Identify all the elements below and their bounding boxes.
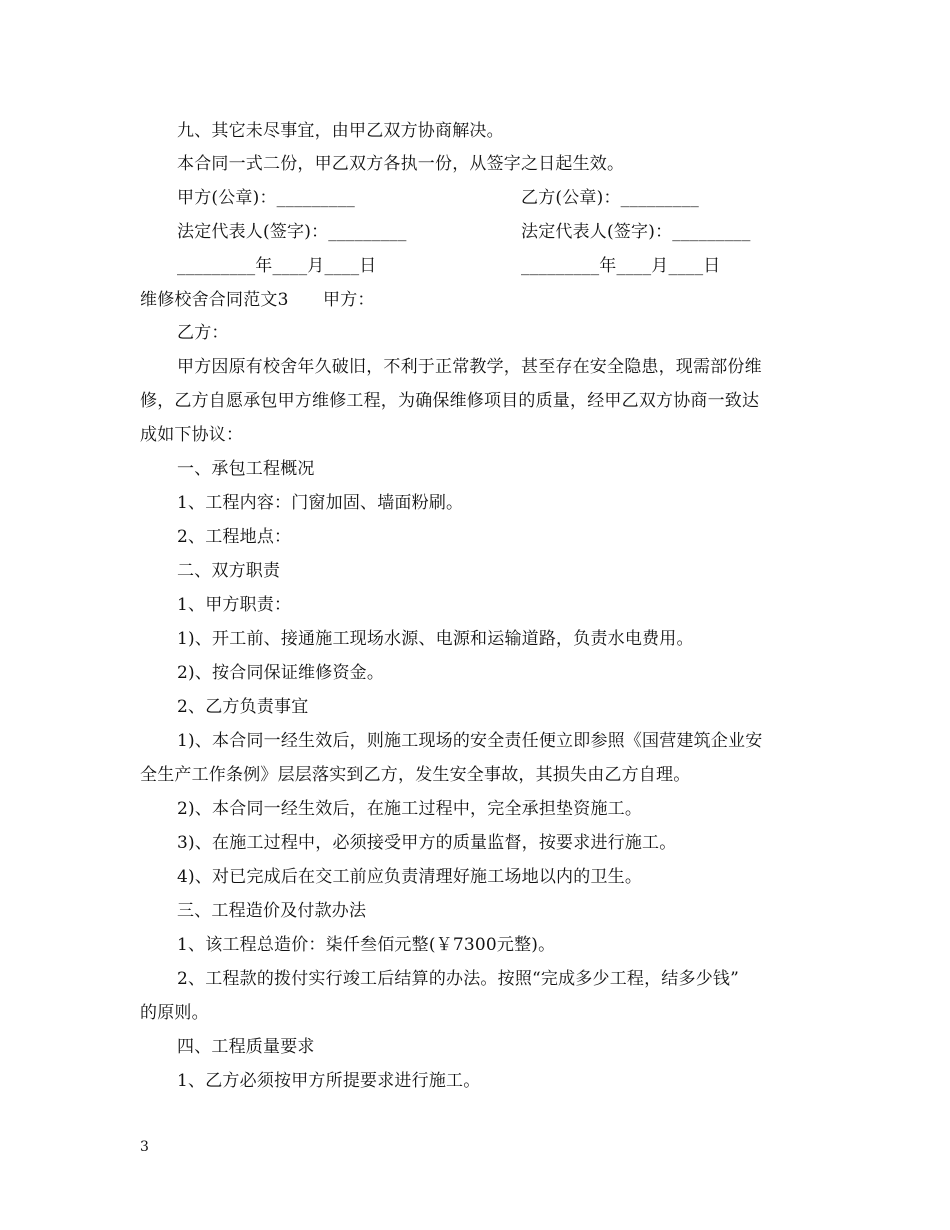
intro-paragraph-line-3: 成如下协议： xyxy=(140,425,244,445)
party-a-duties-heading: 1、甲方职责： xyxy=(177,595,292,615)
copies-clause: 本合同一式二份，甲乙双方各执一份，从签字之日起生效。 xyxy=(177,154,625,174)
project-content: 1、工程内容：门窗加固、墙面粉刷。 xyxy=(177,493,464,513)
party-a-duty-1: 1)、开工前、接通施工现场水源、电源和运输道路，负责水电费用。 xyxy=(177,629,694,649)
payment-method-line-2: 的原则。 xyxy=(140,1003,209,1023)
page-number: 3 xyxy=(140,1139,149,1155)
party-a-representative-field: 法定代表人(签字)：_________ xyxy=(177,222,407,242)
payment-method-line-1: 2、工程款的拨付实行竣工后结算的办法。按照“完成多少工程，结多少钱” xyxy=(177,969,739,989)
party-b-duty-1-line-2: 全生产工作条例》层层落实到乙方，发生安全事故，其损失由乙方自理。 xyxy=(140,765,691,785)
party-b-duty-1-line-1: 1)、本合同一经生效后，则施工现场的安全责任便立即参照《国营建筑企业安 xyxy=(177,731,763,751)
party-b-representative-field: 法定代表人(签字)：_________ xyxy=(521,222,751,242)
party-a-date-field: _________年____月____日 xyxy=(177,256,377,276)
heading-cost-and-payment: 三、工程造价及付款办法 xyxy=(177,901,367,921)
intro-paragraph-line-1: 甲方因原有校舍年久破旧，不利于正常教学，甚至存在安全隐患，现需部份维 xyxy=(177,357,762,377)
party-b-duty-3: 3)、在施工过程中，必须接受甲方的质量监督，按要求进行施工。 xyxy=(177,833,677,853)
intro-paragraph-line-2: 修，乙方自愿承包甲方维修工程，为确保维修项目的质量，经甲乙双方协商一致达 xyxy=(140,391,760,411)
clause-nine: 九、其它未尽事宜，由甲乙双方协商解决。 xyxy=(177,121,504,141)
heading-project-overview: 一、承包工程概况 xyxy=(177,459,315,479)
party-b-date-field: _________年____月____日 xyxy=(521,256,721,276)
party-b-line: 乙方： xyxy=(177,323,229,343)
party-a-seal-field: 甲方(公章)：_________ xyxy=(177,188,355,208)
party-b-seal-field: 乙方(公章)：_________ xyxy=(521,188,699,208)
heading-responsibilities: 二、双方职责 xyxy=(177,561,281,581)
section-heading: 维修校舍合同范文3 甲方： xyxy=(140,290,375,310)
heading-quality-requirements: 四、工程质量要求 xyxy=(177,1037,315,1057)
party-b-duties-heading: 2、乙方负责事宜 xyxy=(177,697,309,717)
total-cost: 1、该工程总造价：柒仟叁佰元整(￥7300元整)。 xyxy=(177,935,556,955)
quality-requirement-1: 1、乙方必须按甲方所提要求进行施工。 xyxy=(177,1071,481,1091)
party-b-duty-4: 4)、对已完成后在交工前应负责清理好施工场地以内的卫生。 xyxy=(177,867,643,887)
party-b-duty-2: 2)、本合同一经生效后，在施工过程中，完全承担垫资施工。 xyxy=(177,799,643,819)
party-a-duty-2: 2)、按合同保证维修资金。 xyxy=(177,663,385,683)
project-location: 2、工程地点： xyxy=(177,527,292,547)
